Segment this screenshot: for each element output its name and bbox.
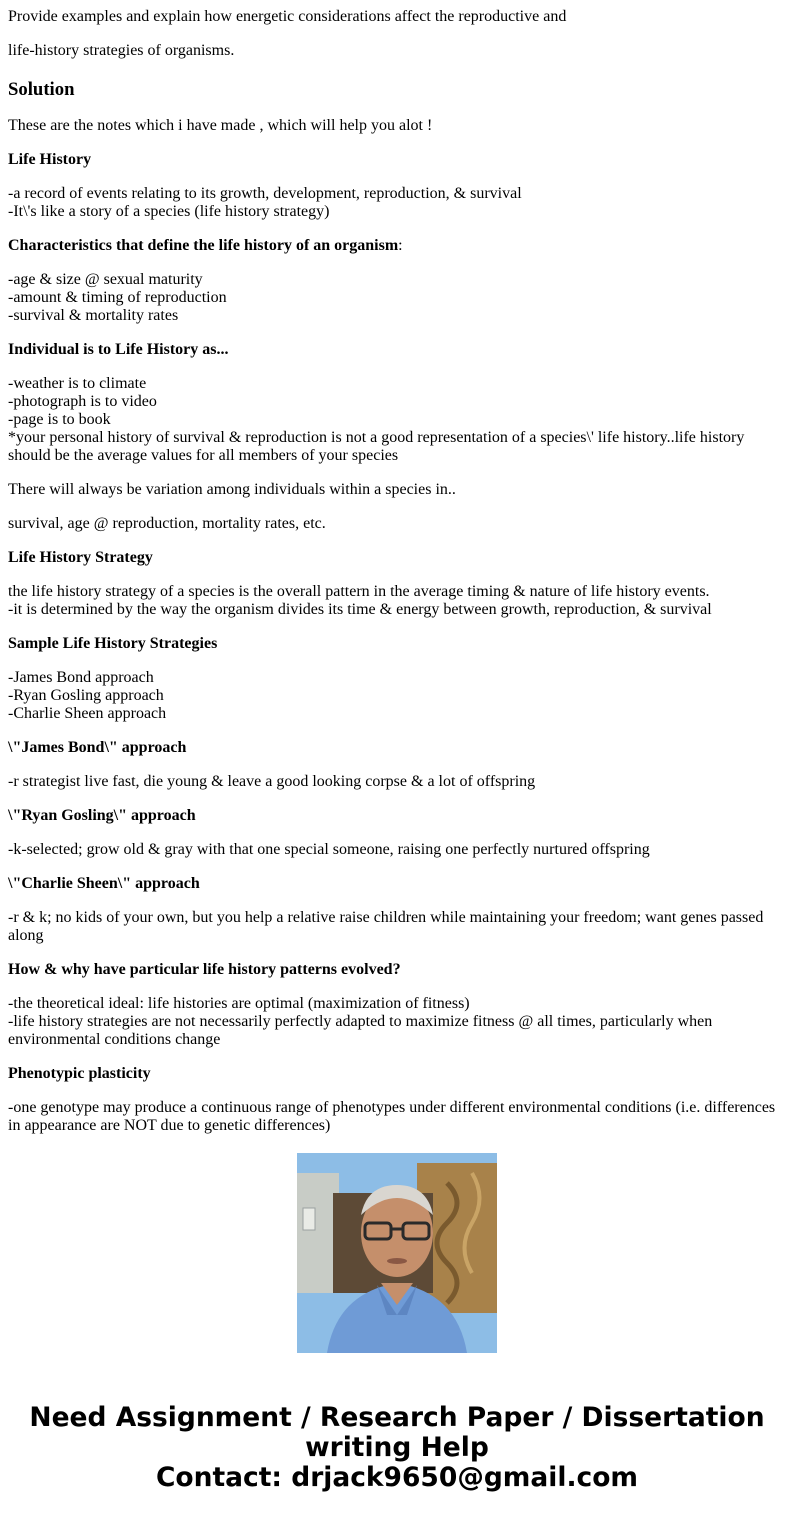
solution-heading: Solution [8, 79, 75, 100]
footer-contact-email: Contact: drjack9650@gmail.com [155, 1462, 639, 1493]
variation-text: There will always be variation among individuals within a species in.. [8, 481, 456, 498]
life-history-line: -It\'s like a story of a species (life history strategy) [8, 203, 330, 220]
strategy-heading: Life History Strategy [8, 549, 153, 566]
sheen-heading: \"Charlie Sheen\" approach [8, 875, 200, 892]
characteristics-line: -age & size @ sexual maturity [8, 271, 203, 288]
sheen-text: -r & k; no kids of your own, but you help a relative raise children while maintaining your freedom; want genes passed along [8, 909, 764, 944]
bond-heading: \"James Bond\" approach [8, 739, 187, 756]
sample-line: -Ryan Gosling approach [8, 687, 164, 704]
bond-text: -r strategist live fast, die young & leave a good looking corpse & a lot of offspring [8, 773, 536, 790]
characteristics-line: -amount & timing of reproduction [8, 289, 227, 306]
strategy-body [8, 583, 786, 619]
question-text-continued [8, 42, 786, 60]
samples-heading: Sample Life History Strategies [8, 635, 218, 652]
intro-text: These are the notes which i have made , which will help you alot ! [8, 117, 433, 134]
life-history-heading: Life History [8, 151, 92, 168]
question-line-1: Provide examples and explain how energetic considerations affect the reproductive and [8, 8, 567, 25]
characteristics-line: -survival & mortality rates [8, 307, 179, 324]
question-text [8, 8, 786, 26]
plasticity-heading: Phenotypic plasticity [8, 1065, 151, 1082]
strategy-line: the life history strategy of a species is the overall pattern in the average timing & nature of life history events. [8, 583, 710, 600]
individual-heading: Individual is to Life History as... [8, 341, 229, 358]
avatar-photo [297, 1153, 497, 1353]
sample-line: -Charlie Sheen approach [8, 705, 167, 722]
life-history-line: -a record of events relating to its growth, development, reproduction, & survival [8, 185, 522, 202]
characteristics-body [8, 271, 786, 325]
samples-body [8, 669, 786, 723]
gosling-text: -k-selected; grow old & gray with that one special someone, raising one perfectly nurtured offspring [8, 841, 650, 858]
footer-contact [0, 1403, 794, 1493]
individual-line: *your personal history of survival & reproduction is not a good representation of a species\' life history..life history should be the average values for all members of your species [8, 429, 745, 464]
evolved-body [8, 995, 786, 1049]
footer-line-2: writing Help [305, 1432, 489, 1463]
evolved-line: -the theoretical ideal: life histories are optimal (maximization of fitness) [8, 995, 470, 1012]
sample-line: -James Bond approach [8, 669, 154, 686]
avatar [297, 1153, 497, 1353]
individual-line: -photograph is to video [8, 393, 157, 410]
evolved-line: -life history strategies are not necessarily perfectly adapted to maximize fitness @ all times, particularly when environmental conditions change [8, 1013, 713, 1048]
strategy-line: -it is determined by the way the organism divides its time & energy between growth, reproduction, & survival [8, 601, 712, 618]
footer-line-1: Need Assignment / Research Paper / Dissertation [29, 1402, 765, 1433]
life-history-body [8, 185, 786, 221]
document-body [8, 0, 786, 1134]
question-line-2: life-history strategies of organisms. [8, 42, 235, 59]
individual-line: -weather is to climate [8, 375, 147, 392]
evolved-heading: How & why have particular life history patterns evolved? [8, 961, 401, 978]
variation-detail: survival, age @ reproduction, mortality rates, etc. [8, 515, 326, 532]
plasticity-text: -one genotype may produce a continuous range of phenotypes under different environmental conditions (i.e. differences in appearance are NOT due to genetic differences) [8, 1099, 776, 1134]
individual-body [8, 375, 786, 465]
individual-line: -page is to book [8, 411, 111, 428]
gosling-heading: \"Ryan Gosling\" approach [8, 807, 196, 824]
characteristics-heading: Characteristics that define the life history of an organism: [8, 237, 403, 254]
